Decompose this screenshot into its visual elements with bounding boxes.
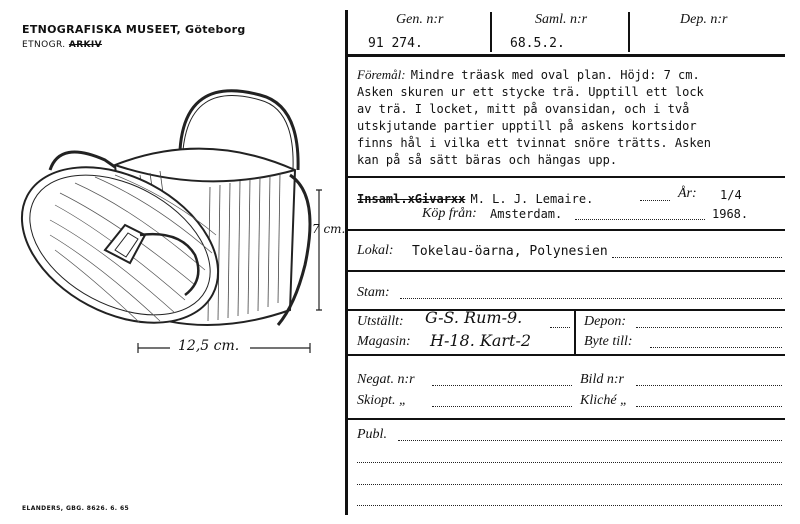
- publ-dots-3: [357, 484, 782, 485]
- acquisition-rule: [345, 229, 785, 231]
- depon-label: Depon:: [584, 314, 626, 329]
- gen-number-label: Gen. n:r: [396, 12, 444, 27]
- byte-label: Byte till:: [584, 334, 633, 349]
- foremal-line-3: av trä. I locket, mitt på ovansidan, och i två: [357, 102, 690, 116]
- storage-divider: [574, 311, 576, 354]
- dep-number-label: Dep. n:r: [680, 12, 728, 27]
- foremal-line-2: Asken skuren ur ett stycke trä. Upptill ett lock: [357, 85, 704, 99]
- byte-dots: [650, 347, 782, 348]
- kop-dots: [575, 219, 705, 220]
- department-struck: ARKIV: [68, 40, 103, 50]
- utstallt-value: G-S. Rum-9.: [425, 308, 523, 327]
- bild-dots: [636, 385, 782, 386]
- printer-imprint: ELANDERS, GBG. 8626. 6. 65: [22, 505, 130, 512]
- insaml-dots: [640, 200, 670, 201]
- foremal-line-6: kan på så sätt bäras och hängas upp.: [357, 153, 618, 167]
- header-rule: [345, 54, 785, 57]
- saml-number-value: 68.5.2.: [510, 36, 565, 51]
- lokal-dots: [612, 257, 782, 258]
- bild-label: Bild n:r: [580, 372, 624, 387]
- foremal-line-1: [357, 65, 787, 84]
- negat-label: Negat. n:r: [357, 372, 415, 387]
- stam-label: Stam:: [357, 285, 390, 300]
- lokal-label: Lokal:: [357, 243, 394, 258]
- depon-dots: [636, 327, 782, 328]
- lokal-value: Tokelau-öarna, Polynesien: [412, 244, 608, 259]
- foremal-text: Mindre träask med oval plan. Höjd: 7 cm.: [410, 68, 700, 82]
- year-date: 1/4: [720, 188, 742, 202]
- skiopt-label: Skiopt. „: [357, 393, 407, 408]
- stam-rule: [345, 309, 785, 311]
- skiopt-dots: [432, 406, 572, 407]
- saml-number-label: Saml. n:r: [535, 12, 588, 27]
- magasin-label: Magasin:: [357, 334, 411, 349]
- foremal-rule: [345, 176, 785, 178]
- lokal-rule: [345, 270, 785, 272]
- foremal-line-4: utskjutande partier upptill på askens kortsidor: [357, 119, 697, 133]
- width-dimension-label: 12,5 cm.: [178, 338, 240, 354]
- year-label: År:: [678, 186, 697, 201]
- publ-dots-4: [357, 505, 782, 506]
- media-rule: [345, 418, 785, 420]
- insaml-value: M. L. J. Lemaire.: [470, 192, 594, 206]
- year-value: 1968.: [712, 207, 749, 221]
- utstallt-label: Utställt:: [357, 314, 404, 329]
- magasin-value: H-18. Kart-2: [430, 331, 532, 350]
- height-dimension-label: 7 cm.: [312, 222, 346, 236]
- foremal-label: Föremål:: [357, 67, 406, 82]
- publ-dots-1: [398, 440, 782, 441]
- stam-dots: [400, 298, 782, 299]
- card-border-left: [345, 10, 348, 515]
- foremal-section: [357, 65, 787, 169]
- kliche-label: Kliché „: [580, 393, 628, 408]
- insaml-label: Insaml.xGivarxx: [357, 192, 466, 206]
- publ-dots-2: [357, 462, 782, 463]
- header-divider-2: [628, 12, 630, 52]
- gen-number-value: 91 274.: [368, 36, 423, 51]
- negat-dots: [432, 385, 572, 386]
- kop-value: Amsterdam.: [490, 207, 563, 221]
- foremal-line-5: finns hål i vilka ett tvinnat snöre trätts. Asken: [357, 136, 712, 150]
- storage-rule: [345, 354, 785, 356]
- kliche-dots: [636, 406, 782, 407]
- department-name: ETNOGR.: [22, 40, 66, 50]
- insaml-row: [357, 188, 593, 207]
- basket-illustration: [20, 85, 350, 375]
- publ-label: Publ.: [357, 427, 387, 442]
- kop-label: Köp från:: [422, 206, 477, 221]
- department-label: [22, 40, 102, 50]
- header-divider-1: [490, 12, 492, 52]
- utstallt-dots: [550, 327, 570, 328]
- museum-title: ETNOGRAFISKA MUSEET, Göteborg: [22, 23, 246, 36]
